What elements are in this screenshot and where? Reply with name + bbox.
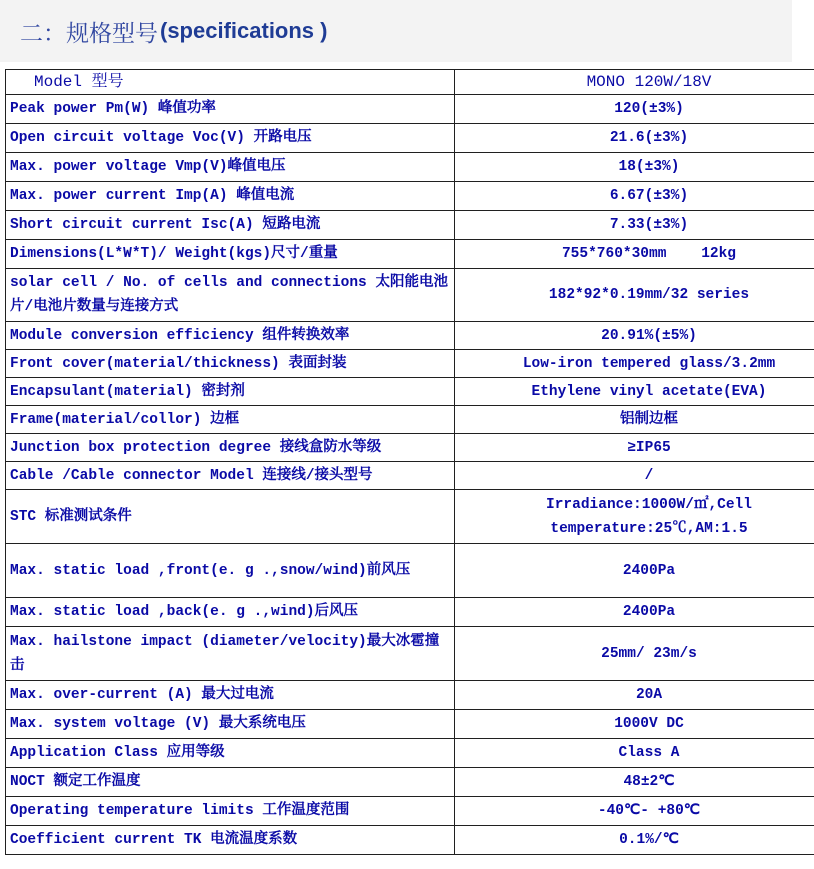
specifications-table-body [6, 70, 814, 855]
parameter-value: 20.91%(±5%) [455, 322, 814, 350]
table-row [6, 768, 814, 797]
parameter-label: Peak power Pm(W) 峰值功率 [6, 95, 455, 124]
parameter-label: Max. power voltage Vmp(V)峰值电压 [6, 153, 455, 182]
table-row [6, 153, 814, 182]
table-row [6, 739, 814, 768]
parameter-label: Front cover(material/thickness) 表面封装 [6, 350, 455, 378]
parameter-label: Max. hailstone impact (diameter/velocity)最大冰雹撞击 [6, 627, 455, 681]
parameter-value: Ethylene vinyl acetate(EVA) [455, 378, 814, 406]
parameter-label: Short circuit current Isc(A) 短路电流 [6, 211, 455, 240]
parameter-value: 21.6(±3%) [455, 124, 814, 153]
parameter-value: 20A [455, 681, 814, 710]
specifications-table [5, 69, 814, 855]
parameter-value: 25mm/ 23m/s [455, 627, 814, 681]
parameter-label: Max. over-current (A) 最大过电流 [6, 681, 455, 710]
table-row [6, 406, 814, 434]
table-row [6, 124, 814, 153]
parameter-label: Encapsulant(material) 密封剂 [6, 378, 455, 406]
table-row [6, 826, 814, 855]
parameter-value: 2400Pa [455, 598, 814, 627]
parameter-label: Junction box protection degree 接线盒防水等级 [6, 434, 455, 462]
section-heading [20, 14, 327, 48]
parameter-value: ≥IP65 [455, 434, 814, 462]
parameter-value: 0.1%/℃ [455, 826, 814, 855]
table-row [6, 627, 814, 681]
header-value-cell: MONO 120W/18V [455, 70, 814, 95]
header-label-cell: Model 型号 [6, 70, 455, 95]
table-row [6, 211, 814, 240]
parameter-label: Application Class 应用等级 [6, 739, 455, 768]
parameter-value: 6.67(±3%) [455, 182, 814, 211]
parameter-label: STC 标准测试条件 [6, 490, 455, 544]
parameter-label: Coefficient current TK 电流温度系数 [6, 826, 455, 855]
parameter-label: Max. power current Imp(A) 峰值电流 [6, 182, 455, 211]
table-row [6, 350, 814, 378]
table-row [6, 378, 814, 406]
parameter-value: Irradiance:1000W/㎡,Cell temperature:25℃,AM:1.5 [455, 490, 814, 544]
table-row [6, 797, 814, 826]
table-row [6, 434, 814, 462]
table-row [6, 95, 814, 124]
parameter-value: 755*760*30mm 12kg [455, 240, 814, 269]
parameter-value: 铝制边框 [455, 406, 814, 434]
parameter-label: Dimensions(L*W*T)/ Weight(kgs)尺寸/重量 [6, 240, 455, 269]
parameter-label: Operating temperature limits 工作温度范围 [6, 797, 455, 826]
parameter-label: Max. static load ,front(e. g .,snow/wind)前风压 [6, 544, 455, 598]
table-row [6, 598, 814, 627]
parameter-value: 7.33(±3%) [455, 211, 814, 240]
table-header-row [6, 70, 814, 95]
table-row [6, 322, 814, 350]
parameter-value: 1000V DC [455, 710, 814, 739]
table-row [6, 710, 814, 739]
parameter-value: Low-iron tempered glass/3.2mm [455, 350, 814, 378]
table-row [6, 182, 814, 211]
parameter-label: solar cell / No. of cells and connections 太阳能电池片/电池片数量与连接方式 [6, 269, 455, 322]
table-row [6, 462, 814, 490]
parameter-value: 48±2℃ [455, 768, 814, 797]
parameter-label: Max. static load ,back(e. g .,wind)后风压 [6, 598, 455, 627]
table-row [6, 490, 814, 544]
section-title-cn: 规格型号 [66, 20, 158, 47]
table-row [6, 681, 814, 710]
parameter-value: 182*92*0.19mm/32 series [455, 269, 814, 322]
parameter-value: / [455, 462, 814, 490]
parameter-value: -40℃- +80℃ [455, 797, 814, 826]
parameter-value: 2400Pa [455, 544, 814, 598]
parameter-label: Max. system voltage (V) 最大系统电压 [6, 710, 455, 739]
section-number: 二： [20, 20, 66, 47]
table-row [6, 269, 814, 322]
parameter-value: 18(±3%) [455, 153, 814, 182]
parameter-label: NOCT 额定工作温度 [6, 768, 455, 797]
parameter-label: Cable /Cable connector Model 连接线/接头型号 [6, 462, 455, 490]
parameter-label: Frame(material/collor) 边框 [6, 406, 455, 434]
parameter-value: 120(±3%) [455, 95, 814, 124]
parameter-label: Open circuit voltage Voc(V) 开路电压 [6, 124, 455, 153]
parameter-value: Class A [455, 739, 814, 768]
parameter-label: Module conversion efficiency 组件转换效率 [6, 322, 455, 350]
table-row [6, 240, 814, 269]
section-title-en: (specifications ) [160, 18, 328, 43]
table-row [6, 544, 814, 598]
